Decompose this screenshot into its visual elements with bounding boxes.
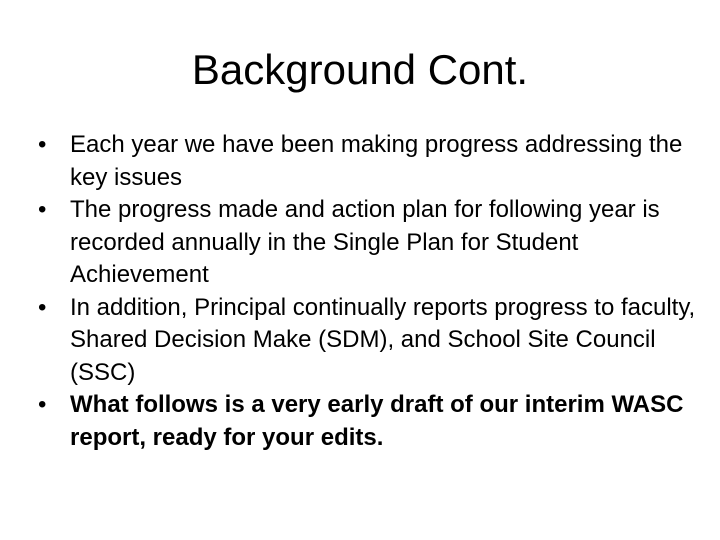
bullet-item-2 <box>38 194 698 292</box>
bullet-icon: • <box>38 131 47 158</box>
bullet-icon: • <box>38 391 47 418</box>
bullet-item-4 <box>38 389 698 454</box>
bullet-text: Each year we have been making progress addressing the key issues <box>70 131 683 191</box>
bullet-text: In addition, Principal continually reports progress to faculty, Shared Decision Make (SDM), and School Site Council (SSC) <box>70 293 696 386</box>
bullet-icon: • <box>38 293 47 321</box>
bullet-text: The progress made and action plan for following year is recorded annually in the Single Plan for Student Achievement <box>70 196 660 288</box>
slide-title: Background Cont. <box>191 46 529 93</box>
bullet-item-3 <box>38 292 698 390</box>
bullet-icon: • <box>38 196 47 223</box>
bullet-text: What follows is a very early draft of our interim WASC report, ready for your edits. <box>70 391 684 451</box>
bullet-list <box>38 129 698 454</box>
bullet-item-1 <box>38 129 698 194</box>
